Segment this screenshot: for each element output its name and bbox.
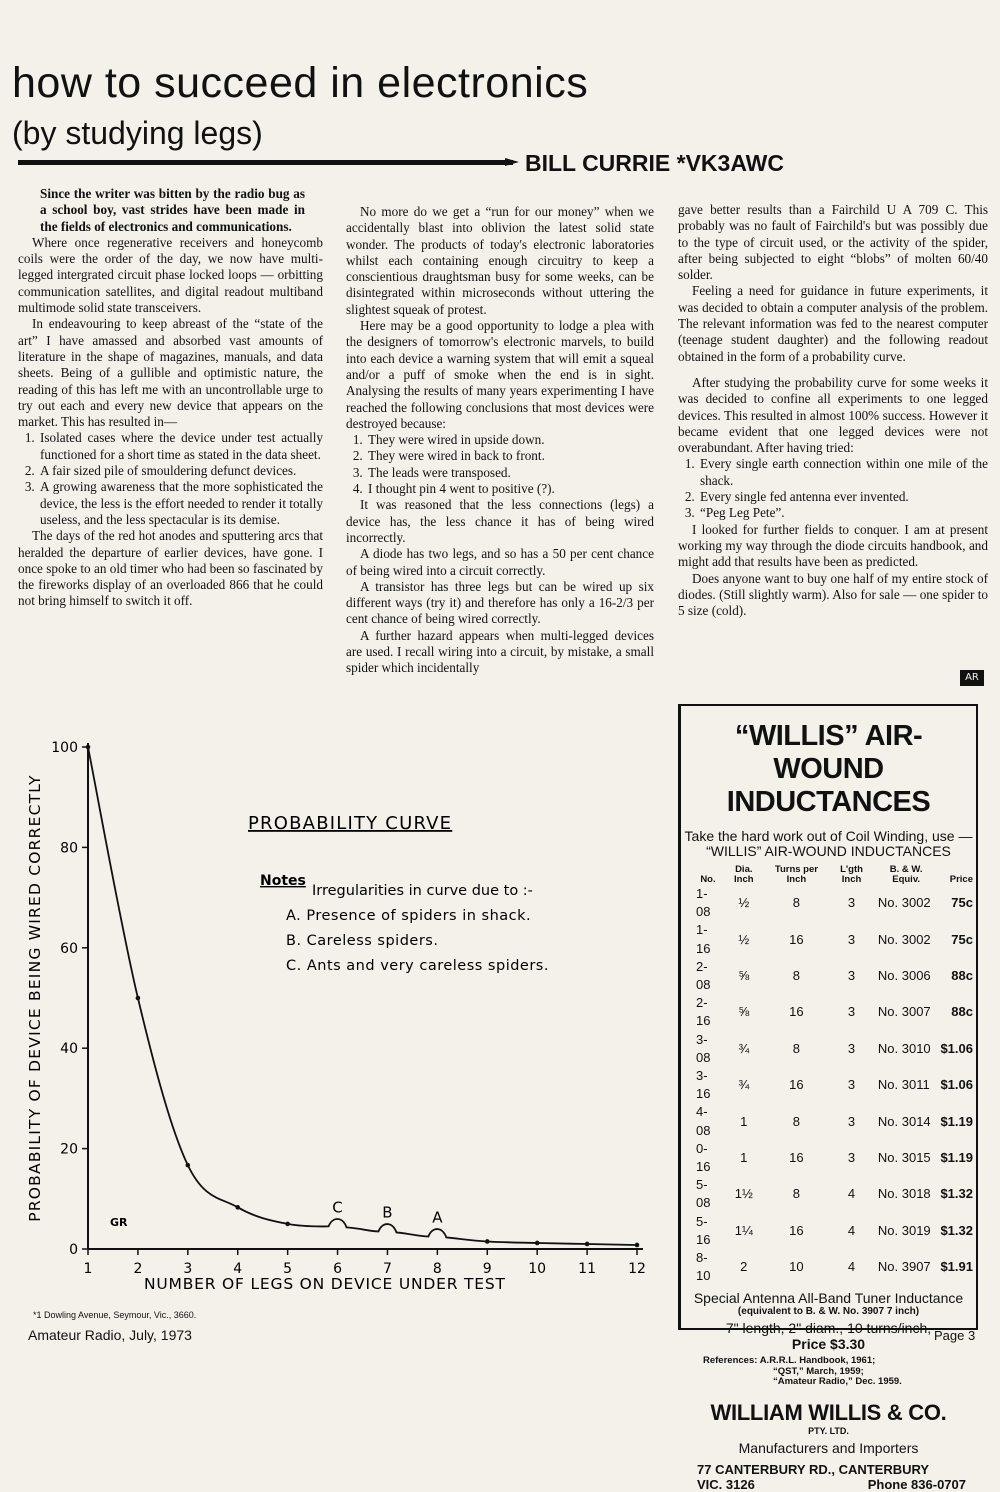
- table-cell: 1-08: [696, 886, 711, 920]
- table-cell: 88c: [951, 967, 973, 983]
- x-tick-label: 10: [528, 1261, 547, 1277]
- table-cell: 3: [847, 967, 856, 983]
- paragraph: I looked for further fields to conquer. I am at present working my way through the diode circuits handbook, and might add that results have been as predicted.: [678, 521, 988, 570]
- table-row: [693, 994, 976, 1030]
- y-tick-label: 100: [51, 740, 78, 756]
- y-tick-label: 0: [69, 1242, 78, 1258]
- table-cell: No. 3002: [877, 931, 931, 947]
- table-header: Turns per Inch: [774, 864, 818, 885]
- table-cell: 3-08: [696, 1031, 711, 1065]
- table-cell: 8-10: [696, 1250, 711, 1284]
- paragraph: It was reasoned that the less connections (legs) a device has, the less chance it has of being wired incorrectly.: [346, 497, 654, 545]
- list-item: 3. The leads were transposed.: [366, 465, 654, 481]
- table-cell: 8: [792, 1113, 801, 1129]
- table-cell: $1.91: [940, 1259, 973, 1275]
- data-point: [635, 1243, 640, 1248]
- x-tick-label: 3: [183, 1261, 193, 1277]
- artist-initials: GR: [110, 1216, 128, 1229]
- author-footnote: *1 Dowling Avenue, Seymour, Vic., 3660.: [33, 1310, 197, 1320]
- notes-intro: Irregularities in curve due to :-: [312, 883, 533, 899]
- table-cell: 3: [847, 1004, 856, 1020]
- table-cell: $1.19: [940, 1113, 973, 1129]
- table-cell: 3-16: [696, 1068, 711, 1102]
- table-cell: 3: [847, 931, 856, 947]
- paragraph: A diode has two legs, and so has a 50 per cent chance of being wired into a circuit correctly.: [346, 546, 654, 578]
- article-subtitle: (by studying legs): [12, 115, 263, 151]
- table-cell: ⅝: [738, 967, 750, 983]
- table-row: [693, 1249, 976, 1285]
- note-b: B. Careless spiders.: [286, 933, 439, 949]
- x-tick-label: 6: [333, 1261, 343, 1277]
- ref-item: “Amateur Radio,” Dec. 1959.: [773, 1376, 902, 1388]
- table-cell: ¾: [738, 1077, 750, 1093]
- list-item: 3. “Peg Leg Pete”.: [698, 505, 988, 521]
- table-cell: 8: [792, 967, 801, 983]
- table-cell: 1½: [734, 1186, 753, 1202]
- x-tick-label: 2: [133, 1261, 143, 1277]
- paragraph: gave better results than a Fairchild U A 709 C. This probably was no fault of Fairchild's but was possibly due to the type of circuit used, or the activity of the spider, after being subjected to eight “blobs” of molten 60/40 solder.: [678, 202, 988, 283]
- ad-pty: PTY. LTD.: [808, 1425, 849, 1436]
- table-cell: No. 3015: [877, 1149, 931, 1165]
- table-cell: ½: [738, 895, 750, 911]
- ad-phone: Phone 836-0707: [867, 1476, 966, 1492]
- table-row: [693, 1140, 976, 1176]
- ref-item: “QST,” March, 1959;: [773, 1365, 864, 1377]
- paragraph: A transistor has three legs but can be wired up six different ways (try it) and therefore has only a 16-2/3 per cent chance of being wired correctly.: [346, 578, 654, 627]
- x-tick-label: 12: [628, 1261, 646, 1277]
- paragraph: Feeling a need for guidance in future experiments, it was decided to obtain a computer analysis of the problem. The relevant information was fed to the nearest computer (teenage student daughter) and the following readout obtained in the form of a probability curve.: [678, 283, 988, 364]
- results-list: [18, 430, 323, 528]
- table-header: No.: [700, 874, 716, 885]
- table-cell: 16: [789, 1004, 804, 1020]
- ad-headline-line-2: INDUCTANCES: [726, 786, 931, 818]
- table-header: L'gth Inch: [840, 864, 863, 885]
- note-a: A. Presence of spiders in shack.: [286, 908, 532, 924]
- ad-headline: [681, 720, 976, 819]
- table-cell: $1.19: [940, 1149, 973, 1165]
- table-cell: 1¼: [734, 1222, 753, 1238]
- table-cell: 2: [740, 1259, 748, 1275]
- y-axis-label: PROBABILITY OF DEVICE BEING WIRED CORRECTLY: [26, 774, 44, 1222]
- table-cell: No. 3014: [877, 1113, 931, 1129]
- table-cell: ⅝: [738, 1004, 750, 1020]
- x-tick-label: 11: [578, 1261, 597, 1277]
- list-item: 2. A fair sized pile of smouldering defunct devices.: [38, 463, 323, 479]
- table-cell: 5-08: [696, 1177, 711, 1211]
- peak-label: A: [432, 1208, 443, 1227]
- table-cell: $1.06: [940, 1077, 973, 1093]
- table-cell: 75c: [951, 895, 973, 911]
- table-header: Dia. Inch: [734, 864, 754, 885]
- table-cell: ¾: [738, 1040, 750, 1056]
- data-point: [535, 1241, 540, 1246]
- table-cell: 1-16: [696, 922, 711, 956]
- note-c: C. Ants and very careless spiders.: [286, 958, 549, 974]
- table-cell: 3: [847, 1077, 856, 1093]
- table-row: [693, 1213, 976, 1249]
- notes-label: Notes: [260, 873, 306, 889]
- table-cell: 3: [847, 1149, 856, 1165]
- magazine-issue: Amateur Radio, July, 1973: [28, 1327, 192, 1343]
- table-cell: 1: [740, 1149, 748, 1165]
- byline: BILL CURRIE *VK3AWC: [525, 150, 784, 176]
- table-cell: 4: [847, 1186, 856, 1202]
- paragraph: No more do we get a “run for our money” when we accidentally blast into oblivion the latest solid state wonder. The products of today's electronic laboratories whilst each containing enough circuitry to keep a conscientious draughtsman busy for some weeks, can be disintegrated within microseconds without uttering the slightest squeak of protest.: [346, 204, 654, 317]
- ad-price-table: [693, 865, 976, 1285]
- table-header: B. & W. Equiv.: [889, 864, 923, 885]
- table-cell: $1.32: [940, 1222, 973, 1238]
- ad-table-body: [693, 885, 976, 1285]
- table-row: [693, 885, 976, 921]
- table-cell: 75c: [951, 931, 973, 947]
- ad-intro: Take the hard work out of Coil Winding, use — “WILLIS” AIR-WOUND INDUCTANCES: [684, 828, 973, 859]
- data-point: [485, 1239, 490, 1244]
- ad-address-line-2: VIC. 3126: [697, 1476, 755, 1492]
- ad-special-price: Price $3.30: [791, 1336, 866, 1353]
- table-cell: $1.06: [940, 1040, 973, 1056]
- paragraph: After studying the probability curve for some weeks it was decided to confine all experiments to one legged devices. This resulted in almost 100% success. However it became evident that one legged devices were not overabundant. After having tried:: [678, 374, 988, 456]
- ad-length: 7" length, 2" diam., 10 turns/inch,: [725, 1320, 932, 1337]
- y-tick-label: 40: [60, 1041, 78, 1058]
- x-axis-label: NUMBER OF LEGS ON DEVICE UNDER TEST: [144, 1275, 506, 1293]
- x-tick-label: 5: [283, 1261, 293, 1277]
- table-cell: No. 3907: [877, 1259, 931, 1275]
- table-cell: $1.32: [940, 1186, 973, 1202]
- table-row: [693, 1067, 976, 1103]
- ref-item: A.R.R.L. Handbook, 1961;: [759, 1355, 876, 1367]
- x-tick-label: 9: [482, 1261, 492, 1277]
- table-cell: 4-08: [696, 1104, 711, 1138]
- table-cell: 10: [789, 1259, 804, 1275]
- list-item: 2. Every single fed antenna ever invented.: [698, 489, 988, 505]
- conclusions-list: [346, 432, 654, 497]
- table-cell: 3: [847, 895, 856, 911]
- table-row: [693, 921, 976, 957]
- ad-address-line-1: 77 CANTERBURY RD., CANTERBURY: [697, 1461, 930, 1477]
- table-cell: 8: [792, 1186, 801, 1202]
- table-row: [693, 1176, 976, 1212]
- title-rule-tip: [505, 158, 519, 166]
- article-column-1: [18, 186, 323, 610]
- x-tick-label: 7: [382, 1261, 392, 1277]
- x-tick-label: 4: [233, 1261, 243, 1277]
- table-cell: No. 3007: [877, 1004, 931, 1020]
- ad-equiv: (equivalent to B. & W. No. 3907 7 inch): [737, 1306, 920, 1318]
- table-cell: 16: [789, 931, 804, 947]
- table-cell: 4: [847, 1259, 856, 1275]
- page-number: Page 3: [934, 1328, 976, 1343]
- probability-chart: [0, 735, 670, 1305]
- table-cell: 16: [789, 1222, 804, 1238]
- paragraph: Here may be a good opportunity to lodge a plea with the designers of tomorrow's electronic marvels, to build into each device a warning system that will emit a squeal and/or a puff of smoke when the end is in sight. Analysing the results of many years experimenting I have reached the following conclusions that most devices were destroyed because:: [346, 318, 654, 431]
- table-cell: 5-16: [696, 1213, 711, 1247]
- paragraph: Does anyone want to buy one half of my entire stock of diodes. (Still slightly warm). Also for sale — one spider to 5 size (cold).: [678, 570, 988, 619]
- data-point: [136, 996, 141, 1001]
- ad-references: [703, 1356, 976, 1388]
- tried-list: [678, 456, 988, 521]
- x-tick-label: 1: [83, 1261, 93, 1277]
- x-tick-label: 8: [432, 1261, 442, 1277]
- refs-label: References:: [703, 1355, 758, 1367]
- x-ticks: [84, 1249, 646, 1277]
- table-cell: 88c: [951, 1004, 973, 1020]
- paragraph: The days of the red hot anodes and sputtering arcs that heralded the departure of earlier devices, have gone. I once spoke to an old timer who had been so fascinated by the fireworks display of an overloaded 866 that he could not bring himself to switch it off.: [18, 528, 323, 609]
- y-tick-label: 20: [60, 1141, 78, 1158]
- y-tick-label: 60: [60, 940, 78, 957]
- list-item: 1. Every single earth connection within one mile of the shack.: [698, 456, 988, 489]
- table-cell: No. 3002: [877, 895, 931, 911]
- table-cell: 1: [740, 1113, 748, 1129]
- table-row: [693, 1031, 976, 1067]
- table-cell: 16: [789, 1149, 804, 1165]
- title-rule: [18, 160, 513, 165]
- data-point: [235, 1205, 240, 1210]
- end-mark-icon: AR: [960, 670, 984, 686]
- data-point: [585, 1242, 590, 1247]
- paragraph: A further hazard appears when multi-legged devices are used. I recall wiring into a circuit, by mistake, a small spider which incidentally: [346, 627, 654, 676]
- table-cell: 2-16: [696, 995, 711, 1029]
- table-cell: 8: [792, 1040, 801, 1056]
- table-cell: 3: [847, 1040, 856, 1056]
- peak-label: C: [332, 1198, 343, 1217]
- table-row: [693, 1103, 976, 1139]
- table-row: [693, 958, 976, 994]
- ad-special: Special Antenna All-Band Tuner Inductance: [693, 1290, 964, 1307]
- table-cell: No. 3006: [877, 967, 931, 983]
- list-item: 1. They were wired in upside down.: [366, 432, 654, 448]
- y-ticks: [51, 740, 88, 1258]
- table-cell: 2-08: [696, 958, 711, 993]
- peak-labels: [332, 1198, 443, 1226]
- table-cell: 3: [847, 1113, 856, 1129]
- lead-paragraph: Since the writer was bitten by the radio bug as a school boy, vast strides have been made in the fields of electronics and communications.: [40, 186, 305, 234]
- data-point: [186, 1163, 191, 1168]
- table-cell: ½: [738, 931, 750, 947]
- ad-company: WILLIAM WILLIS & CO.: [710, 1399, 947, 1425]
- ad-headline-line-1: “WILLIS” AIR-WOUND: [734, 720, 923, 785]
- table-cell: No. 3018: [877, 1186, 931, 1202]
- ad-manufacturers: Manufacturers and Importers: [738, 1439, 919, 1456]
- data-point: [285, 1222, 290, 1227]
- list-item: 3. A growing awareness that the more sophisticated the device, the less is the effort needed to render it totally useless, and the less spectacular is its demise.: [38, 479, 323, 528]
- y-tick-label: 80: [60, 840, 78, 857]
- article-column-2: [346, 204, 654, 677]
- paragraph: Where once regenerative receivers and honeycomb coils were the order of the day, we now have multi-legged intergrated circuit phase locked loops — orbitting communication satellites, and digital readout multiband multimode solid state transceivers.: [18, 234, 323, 316]
- list-item: 1. Isolated cases where the device under test actually functioned for a short time as stated in the data sheet.: [38, 430, 323, 463]
- table-cell: 8: [792, 895, 801, 911]
- table-cell: 0-16: [696, 1140, 711, 1175]
- table-cell: 4: [847, 1222, 856, 1238]
- data-point: [86, 745, 91, 750]
- article-title: how to succeed in electronics: [12, 59, 589, 107]
- list-item: 4. I thought pin 4 went to positive (?).: [366, 481, 654, 497]
- article-column-3: [678, 202, 988, 619]
- table-cell: No. 3010: [877, 1040, 931, 1056]
- list-item: 2. They were wired in back to front.: [366, 448, 654, 464]
- table-cell: No. 3011: [877, 1077, 930, 1093]
- peak-label: B: [382, 1203, 393, 1222]
- paragraph: In endeavouring to keep abreast of the “state of the art” I have amassed and absorbed vast amounts of literature in the shape of magazines, manuals, and data sheets. Being of a gullible and optimistic nature, the reading of this has left me with an uncontrollable urge to try out each and every new device that appears on the market. This has resulted in—: [18, 316, 323, 430]
- chart-title: PROBABILITY CURVE: [248, 813, 453, 834]
- ad-address: [697, 1462, 976, 1492]
- table-cell: No. 3019: [877, 1222, 931, 1238]
- table-header: Price: [949, 874, 973, 885]
- table-cell: 16: [789, 1077, 804, 1093]
